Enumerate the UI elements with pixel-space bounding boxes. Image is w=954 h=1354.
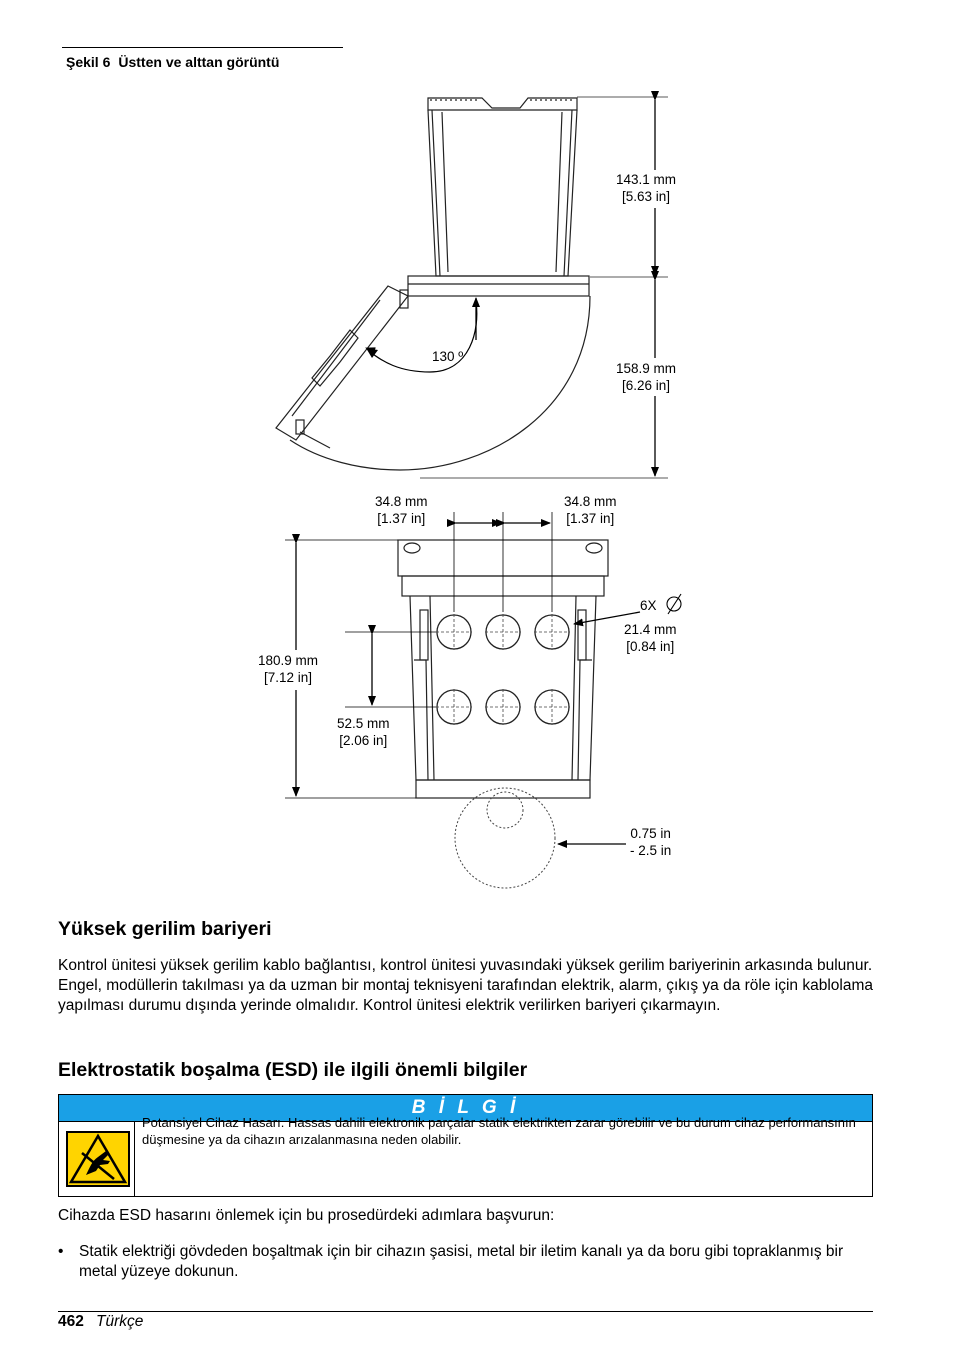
paragraph-high-voltage-barrier: Kontrol ünitesi yüksek gerilim kablo bağlantısı, kontrol ünitesi yuvasındaki yüksek gerilim bariyerinin arkasında bulunur. Engel, modüllerin takılması ya da uzman bir montaj teknisyeni tarafından elektrik, alarm, çıkış ya da röle için kablolama yapılması durumu dışında yerinde olmalıdır. Kontrol ünitesi elektrik verilirken bariyeri çıkarmayın.	[58, 957, 873, 1014]
page-number: 462	[58, 1313, 84, 1330]
dim-top-height: 143.1 mm [5.63 in]	[616, 172, 677, 204]
open-door	[276, 286, 408, 448]
bullet-marker: •	[58, 1243, 64, 1260]
dim-door-sweep: 158.9 mm [6.26 in]	[616, 361, 677, 393]
esd-warning-icon	[66, 1131, 130, 1187]
figure-number: Şekil 6	[66, 54, 111, 70]
dim-spacing-right: 34.8 mm [1.37 in]	[564, 494, 617, 526]
dim-angle: 130 º	[432, 349, 464, 364]
dim-hole-count: 6X	[640, 598, 657, 613]
heading-esd: Elektrostatik boşalma (ESD) ile ilgili önemli bilgiler	[58, 1059, 528, 1081]
dim-cable-range: 0.75 in - 2.5 in	[630, 826, 672, 858]
cable-range-circle	[455, 788, 555, 888]
dim-spacing-left: 34.8 mm [1.37 in]	[375, 494, 428, 526]
esd-intro: Cihazda ESD hasarını önlemek için bu prosedürdeki adımlara başvurun:	[58, 1207, 555, 1224]
footer-language: Türkçe	[96, 1313, 144, 1330]
dim-hole-diameter: 21.4 mm [0.84 in]	[624, 622, 677, 654]
dim-row-spacing: 52.5 mm [2.06 in]	[337, 716, 390, 748]
notice-label: B İ L G İ	[59, 1095, 872, 1122]
diameter-symbol-icon	[667, 594, 681, 614]
dim-total-height: 180.9 mm [7.12 in]	[258, 653, 319, 685]
notice-icon-cell	[59, 1122, 135, 1196]
heading-high-voltage-barrier: Yüksek gerilim bariyeri	[58, 918, 272, 940]
footer-rule	[58, 1311, 873, 1312]
hole-centerlines	[436, 614, 570, 725]
top-view-enclosure	[408, 98, 589, 296]
bullet-list	[58, 1242, 873, 1282]
notice-box	[58, 1094, 873, 1197]
figure-title: Üstten ve alttan görüntü	[118, 54, 280, 70]
list-item: • Statik elektriği gövdeden boşaltmak için bir cihazın şasisi, metal bir iletim kanalı ya da boru gibi topraklanmış bir metal yüzeye dokunun.	[58, 1243, 844, 1280]
notice-text: Potansiyel Cihaz Hasarı. Hassas dahili elektronik parçalar statik elektrikten zarar görebilir ve bu durum cihaz performansının düşmesine ya da cihazın arızalanmasına neden olabilir.	[142, 1115, 856, 1147]
door-sweep-arc	[290, 296, 590, 470]
